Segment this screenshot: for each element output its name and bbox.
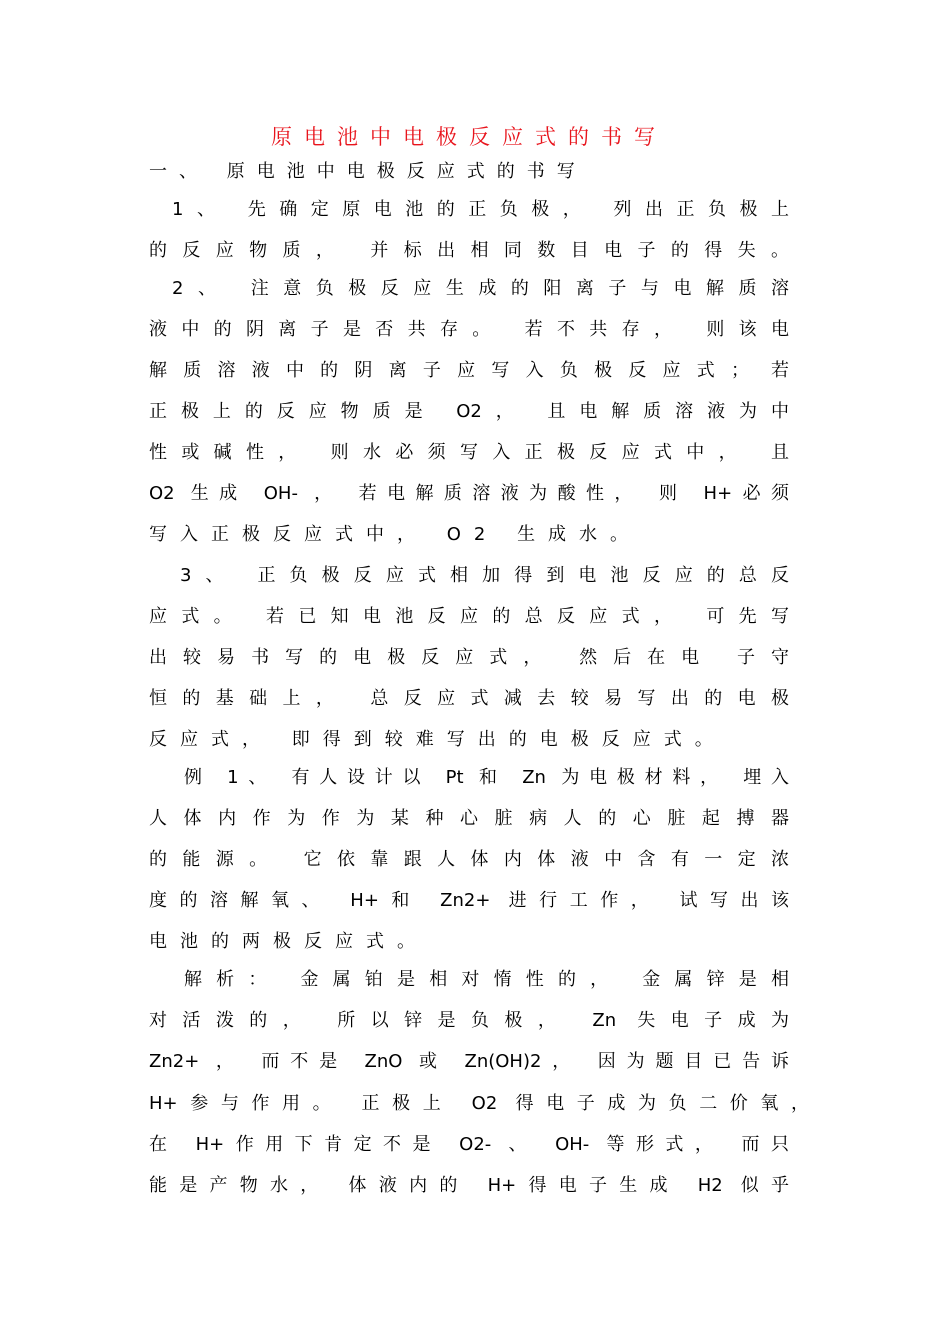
paragraph-line: 正极上的反应物质是 O2， 且电解质溶液为中 — [149, 401, 789, 422]
paragraph-line: 恒的基础上， 总反应式减去较易写出的电极 — [149, 688, 789, 709]
paragraph-line: 人体内作为作为某种心脏病人的心脏起搏器 — [149, 808, 789, 829]
paragraph-line: 1、 先确定原电池的正负极， 列出正负极上 — [172, 199, 789, 220]
paragraph-line: H+参与作用。 正极上 O2 得电子成为负二价氧， — [149, 1093, 809, 1114]
paragraph-line: 能是产物水， 体液内的 H+得电子生成 H2 似乎 — [149, 1175, 789, 1196]
paragraph-line: 的反应物质， 并标出相同数目电子的得失。 — [149, 240, 789, 261]
paragraph-line: 反应式， 即得到较难写出的电极反应式。 — [149, 729, 726, 750]
document-title: 原电池中电极反应式的书写 — [271, 125, 667, 149]
paragraph-line: 出较易书写的电极反应式， 然后在电 子守 — [149, 647, 789, 668]
paragraph-line: 度的溶解氧、 H+和 Zn2+ 进行工作， 试写出该 — [149, 890, 789, 911]
paragraph-line: O2 生成 OH- ， 若电解质溶液为酸性， 则 H+必须 — [149, 483, 789, 504]
paragraph-line: 写入正极反应式中， O2 生成水。 — [149, 524, 642, 545]
paragraph-line: 在 H+作用下肯定不是 O2- 、 OH- 等形式， 而只 — [149, 1134, 789, 1155]
paragraph-line: 解质溶液中的阴离子应写入负极反应式； 若 — [149, 360, 789, 381]
paragraph-line: 3、 正负极反应式相加得到电池反应的总反 — [180, 565, 790, 586]
paragraph-line: 应式。 若已知电池反应的总反应式， 可先写 — [149, 606, 789, 627]
paragraph-line: 对活泼的， 所以锌是负极， Zn 失电子成为 — [149, 1010, 789, 1031]
paragraph-line: Zn2+ ， 而不是 ZnO 或 Zn(OH)2， 因为题目已告诉 — [149, 1051, 789, 1072]
paragraph-line: 2、 注意负极反应生成的阳离子与电解质溶 — [172, 278, 789, 299]
paragraph-line: 例 1、 有人设计以 Pt 和 Zn 为电极材料， 埋入 — [184, 767, 789, 788]
section-heading: 一、 原电池中电极反应式的书写 — [149, 161, 587, 182]
paragraph-line: 液中的阴离子是否共存。 若不共存， 则该电 — [149, 319, 789, 340]
paragraph-line: 解析： 金属铂是相对惰性的， 金属锌是相 — [184, 969, 789, 990]
paragraph-line: 电池的两极反应式。 — [149, 931, 428, 952]
paragraph-line: 性或碱性， 则水必须写入正极反应式中， 且 — [149, 442, 789, 463]
paragraph-line: 的能源。 它依靠跟人体内体液中含有一定浓 — [149, 849, 789, 870]
